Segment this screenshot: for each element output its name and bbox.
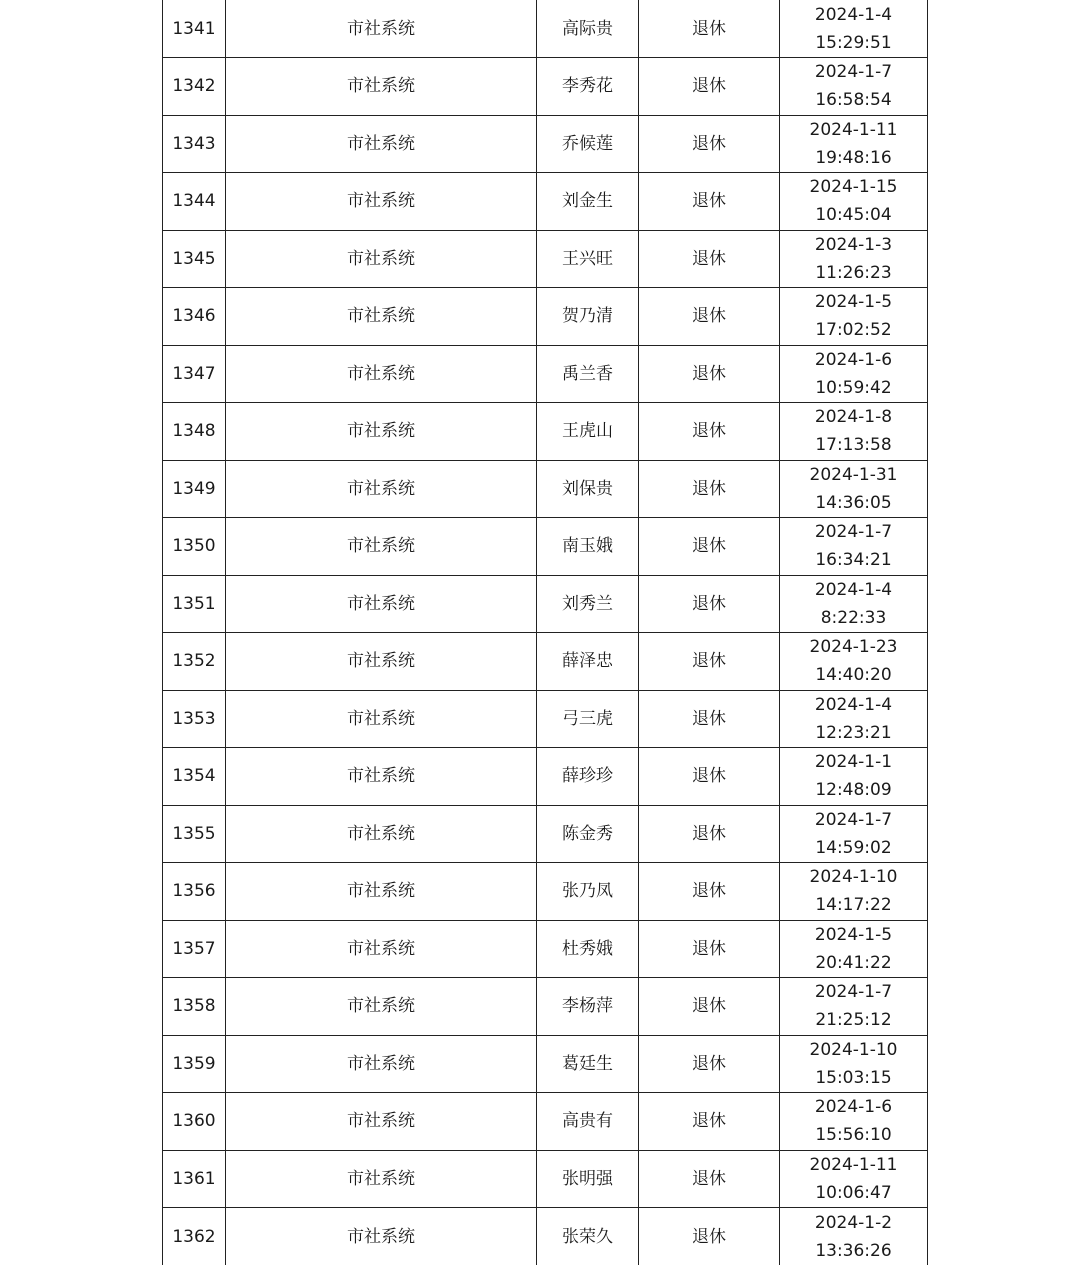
row-number-cell: 1342 [163,58,226,116]
timestamp-date: 2024-1-10 [780,1036,927,1064]
timestamp-cell [780,1093,928,1151]
person-name-cell: 刘保贵 [537,460,639,518]
unit-cell: 市社系统 [226,1093,537,1151]
timestamp-cell [780,288,928,346]
unit-cell: 市社系统 [226,1208,537,1265]
timestamp-cell [780,575,928,633]
unit-cell: 市社系统 [226,460,537,518]
row-number-cell: 1343 [163,115,226,173]
person-name-cell: 张乃凤 [537,863,639,921]
person-name-cell: 薛泽忠 [537,633,639,691]
person-name-cell: 禹兰香 [537,345,639,403]
timestamp-time: 15:56:10 [780,1121,927,1149]
timestamp-date: 2024-1-11 [780,116,927,144]
timestamp-cell [780,805,928,863]
timestamp-date: 2024-1-23 [780,633,927,661]
row-number-cell: 1354 [163,748,226,806]
row-number-cell: 1353 [163,690,226,748]
row-number-cell: 1351 [163,575,226,633]
row-number-cell: 1362 [163,1208,226,1265]
timestamp-time: 10:45:04 [780,201,927,229]
timestamp-cell [780,690,928,748]
timestamp-cell [780,0,928,58]
timestamp-time: 15:29:51 [780,29,927,57]
table-row [163,518,928,576]
timestamp-time: 21:25:12 [780,1006,927,1034]
record-table-body [163,0,928,1265]
unit-cell: 市社系统 [226,58,537,116]
timestamp-date: 2024-1-31 [780,461,927,489]
timestamp-time: 19:48:16 [780,144,927,172]
timestamp-time: 12:48:09 [780,776,927,804]
unit-cell: 市社系统 [226,288,537,346]
status-cell: 退休 [639,173,780,231]
timestamp-cell [780,403,928,461]
timestamp-time: 10:59:42 [780,374,927,402]
timestamp-cell [780,863,928,921]
person-name-cell: 乔候莲 [537,115,639,173]
timestamp-time: 14:17:22 [780,891,927,919]
timestamp-time: 10:06:47 [780,1179,927,1207]
unit-cell: 市社系统 [226,173,537,231]
person-name-cell: 南玉娥 [537,518,639,576]
table-row [163,173,928,231]
person-name-cell: 张明强 [537,1150,639,1208]
unit-cell: 市社系统 [226,115,537,173]
row-number-cell: 1348 [163,403,226,461]
timestamp-cell [780,978,928,1036]
unit-cell: 市社系统 [226,863,537,921]
timestamp-time: 14:59:02 [780,834,927,862]
timestamp-date: 2024-1-6 [780,1093,927,1121]
person-name-cell: 王虎山 [537,403,639,461]
timestamp-date: 2024-1-5 [780,288,927,316]
timestamp-cell [780,1208,928,1265]
status-cell: 退休 [639,920,780,978]
table-row [163,58,928,116]
table-row [163,978,928,1036]
status-cell: 退休 [639,518,780,576]
status-cell: 退休 [639,58,780,116]
table-row [163,403,928,461]
row-number-cell: 1357 [163,920,226,978]
person-name-cell: 杜秀娥 [537,920,639,978]
person-name-cell: 薛珍珍 [537,748,639,806]
timestamp-cell [780,748,928,806]
unit-cell: 市社系统 [226,403,537,461]
table-row [163,460,928,518]
unit-cell: 市社系统 [226,690,537,748]
timestamp-time: 14:36:05 [780,489,927,517]
table-row [163,288,928,346]
row-number-cell: 1361 [163,1150,226,1208]
timestamp-cell [780,633,928,691]
row-number-cell: 1350 [163,518,226,576]
table-row [163,690,928,748]
timestamp-cell [780,1035,928,1093]
row-number-cell: 1360 [163,1093,226,1151]
table-row [163,1208,928,1265]
timestamp-date: 2024-1-7 [780,518,927,546]
unit-cell: 市社系统 [226,978,537,1036]
row-number-cell: 1341 [163,0,226,58]
timestamp-date: 2024-1-4 [780,1,927,29]
table-row [163,115,928,173]
timestamp-date: 2024-1-15 [780,173,927,201]
row-number-cell: 1358 [163,978,226,1036]
unit-cell: 市社系统 [226,1150,537,1208]
status-cell: 退休 [639,805,780,863]
unit-cell: 市社系统 [226,920,537,978]
row-number-cell: 1349 [163,460,226,518]
person-name-cell: 高际贵 [537,0,639,58]
row-number-cell: 1345 [163,230,226,288]
status-cell: 退休 [639,0,780,58]
timestamp-time: 17:02:52 [780,316,927,344]
unit-cell: 市社系统 [226,1035,537,1093]
table-row [163,805,928,863]
status-cell: 退休 [639,230,780,288]
table-row [163,230,928,288]
timestamp-date: 2024-1-4 [780,576,927,604]
unit-cell: 市社系统 [226,805,537,863]
timestamp-date: 2024-1-7 [780,978,927,1006]
unit-cell: 市社系统 [226,0,537,58]
status-cell: 退休 [639,863,780,921]
person-name-cell: 李杨萍 [537,978,639,1036]
status-cell: 退休 [639,1208,780,1265]
timestamp-date: 2024-1-8 [780,403,927,431]
timestamp-time: 17:13:58 [780,431,927,459]
table-row [163,1035,928,1093]
timestamp-time: 13:36:26 [780,1237,927,1265]
status-cell: 退休 [639,978,780,1036]
table-row [163,345,928,403]
timestamp-cell [780,58,928,116]
row-number-cell: 1356 [163,863,226,921]
status-cell: 退休 [639,460,780,518]
unit-cell: 市社系统 [226,575,537,633]
status-cell: 退休 [639,403,780,461]
status-cell: 退休 [639,345,780,403]
row-number-cell: 1346 [163,288,226,346]
timestamp-date: 2024-1-7 [780,806,927,834]
unit-cell: 市社系统 [226,230,537,288]
table-row [163,920,928,978]
row-number-cell: 1355 [163,805,226,863]
unit-cell: 市社系统 [226,345,537,403]
person-name-cell: 陈金秀 [537,805,639,863]
table-row [163,863,928,921]
timestamp-date: 2024-1-11 [780,1151,927,1179]
timestamp-date: 2024-1-3 [780,231,927,259]
status-cell: 退休 [639,575,780,633]
status-cell: 退休 [639,1150,780,1208]
timestamp-cell [780,173,928,231]
person-name-cell: 弓三虎 [537,690,639,748]
timestamp-date: 2024-1-6 [780,346,927,374]
status-cell: 退休 [639,288,780,346]
timestamp-cell [780,1150,928,1208]
timestamp-date: 2024-1-4 [780,691,927,719]
status-cell: 退休 [639,633,780,691]
record-table [162,0,928,1265]
timestamp-cell [780,920,928,978]
table-row [163,1093,928,1151]
unit-cell: 市社系统 [226,748,537,806]
table-row [163,0,928,58]
person-name-cell: 贺乃清 [537,288,639,346]
timestamp-date: 2024-1-2 [780,1209,927,1237]
person-name-cell: 葛廷生 [537,1035,639,1093]
timestamp-cell [780,230,928,288]
timestamp-date: 2024-1-7 [780,58,927,86]
unit-cell: 市社系统 [226,633,537,691]
person-name-cell: 张荣久 [537,1208,639,1265]
row-number-cell: 1352 [163,633,226,691]
table-row [163,575,928,633]
person-name-cell: 王兴旺 [537,230,639,288]
status-cell: 退休 [639,1035,780,1093]
status-cell: 退休 [639,115,780,173]
timestamp-cell [780,345,928,403]
timestamp-time: 11:26:23 [780,259,927,287]
timestamp-cell [780,460,928,518]
timestamp-date: 2024-1-5 [780,921,927,949]
timestamp-cell [780,518,928,576]
row-number-cell: 1359 [163,1035,226,1093]
timestamp-time: 15:03:15 [780,1064,927,1092]
timestamp-time: 14:40:20 [780,661,927,689]
timestamp-time: 16:58:54 [780,86,927,114]
table-row [163,633,928,691]
status-cell: 退休 [639,690,780,748]
person-name-cell: 高贵有 [537,1093,639,1151]
timestamp-date: 2024-1-10 [780,863,927,891]
person-name-cell: 刘金生 [537,173,639,231]
timestamp-time: 12:23:21 [780,719,927,747]
table-row [163,748,928,806]
timestamp-time: 20:41:22 [780,949,927,977]
row-number-cell: 1347 [163,345,226,403]
status-cell: 退休 [639,1093,780,1151]
unit-cell: 市社系统 [226,518,537,576]
status-cell: 退休 [639,748,780,806]
person-name-cell: 刘秀兰 [537,575,639,633]
person-name-cell: 李秀花 [537,58,639,116]
row-number-cell: 1344 [163,173,226,231]
timestamp-time: 16:34:21 [780,546,927,574]
table-row [163,1150,928,1208]
timestamp-date: 2024-1-1 [780,748,927,776]
timestamp-time: 8:22:33 [780,604,927,632]
timestamp-cell [780,115,928,173]
